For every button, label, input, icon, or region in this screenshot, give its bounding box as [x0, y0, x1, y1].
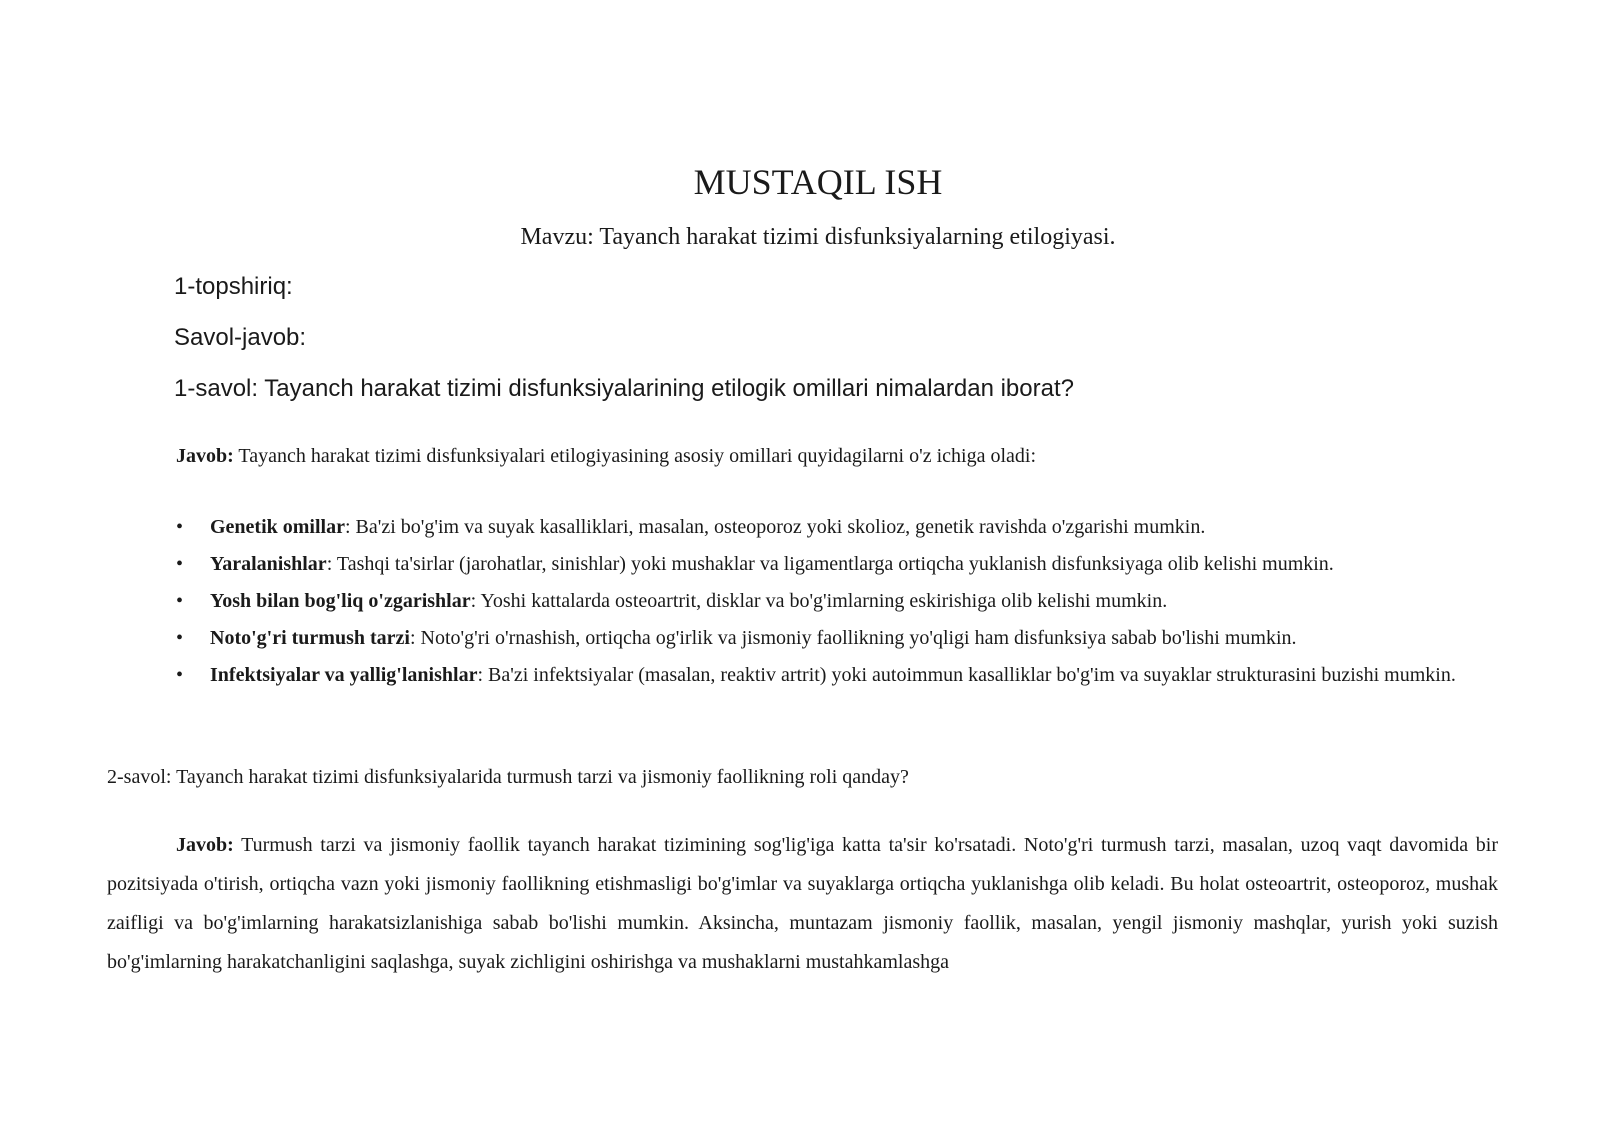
list-item	[176, 657, 1498, 694]
bullet-icon: •	[176, 590, 184, 612]
factor-term: Yosh bilan bog'liq o'zgarishlar	[210, 590, 471, 612]
answer-2-text: Turmush tarzi va jismoniy faollik tayanch harakat tizimining sog'lig'iga katta ta'sir ko'rsatadi. Noto'g'ri turmush tarzi, masalan, uzoq vaqt davomida bir pozitsiyada o'tirish, ortiqcha vazn yoki jismoniy faollikning etishmasligi bo'g'imlar va suyaklarga ortiqcha yuklanishga olib keladi. Bu holat osteoartrit, osteoporoz, mushak zaifligi va bo'g'imlarning harakatsizlanishiga sabab bo'lishi mumkin. Aksincha, muntazam jismoniy faollik, masalan, yengil jismoniy mashqlar, yurish yoki suzish bo'g'imlarning harakatchanligini saqlashga, suyak zichligini oshirishga va mushaklarni mustahkamlashga	[107, 834, 1498, 973]
answer-1-prefix: Javob:	[176, 445, 234, 467]
bullet-icon: •	[176, 516, 184, 538]
list-item	[176, 546, 1498, 583]
bullet-icon: •	[176, 553, 184, 575]
qa-label: Savol-javob:	[174, 324, 307, 351]
question-1: 1-savol: Tayanch harakat tizimi disfunksiyalarining etilogik omillari nimalardan iborat?	[174, 375, 1074, 402]
task-label: 1-topshiriq:	[174, 273, 293, 300]
question-2: 2-savol: Tayanch harakat tizimi disfunksiyalarida turmush tarzi va jismoniy faollikning roli qanday?	[107, 766, 909, 788]
list-item	[176, 509, 1498, 546]
factors-list	[176, 509, 1498, 694]
document-title: MUSTAQIL ISH	[693, 162, 943, 202]
answer-2-prefix: Javob:	[176, 834, 234, 856]
list-item	[176, 583, 1498, 620]
factor-term: Infektsiyalar va yallig'lanishlar	[210, 664, 478, 686]
bullet-icon: •	[176, 664, 184, 686]
factor-text: : Tashqi ta'sirlar (jarohatlar, sinishlar) yoki mushaklar va ligamentlarga ortiqcha yuklanish disfunksiyaga olib kelishi mumkin.	[326, 553, 1334, 575]
factor-term: Noto'g'ri turmush tarzi	[210, 627, 410, 649]
document-subtitle: Mavzu: Tayanch harakat tizimi disfunksiyalarning etilogiyasi.	[520, 224, 1116, 250]
answer-2	[107, 826, 1498, 982]
factor-term: Yaralanishlar	[210, 553, 327, 575]
list-item	[176, 620, 1498, 657]
factor-text: : Noto'g'ri o'rnashish, ortiqcha og'irlik va jismoniy faollikning yo'qligi ham disfunksiya sabab bo'lishi mumkin.	[409, 627, 1297, 649]
factor-text: : Ba'zi infektsiyalar (masalan, reaktiv artrit) yoki autoimmun kasalliklar bo'g'im va suyaklar strukturasini buzishi mumkin.	[477, 664, 1456, 686]
factor-text: : Yoshi kattalarda osteoartrit, disklar va bo'g'imlarning eskirishiga olib kelishi mumkin.	[470, 590, 1168, 612]
factor-term: Genetik omillar	[210, 516, 345, 538]
factor-text: : Ba'zi bo'g'im va suyak kasalliklari, masalan, osteoporoz yoki skolioz, genetik ravishda o'zgarishi mumkin.	[344, 516, 1206, 538]
bullet-icon: •	[176, 627, 184, 649]
answer-1	[176, 443, 1036, 469]
answer-1-text: Tayanch harakat tizimi disfunksiyalari etilogiyasining asosiy omillari quyidagilarni o'z ichiga oladi:	[233, 445, 1036, 467]
